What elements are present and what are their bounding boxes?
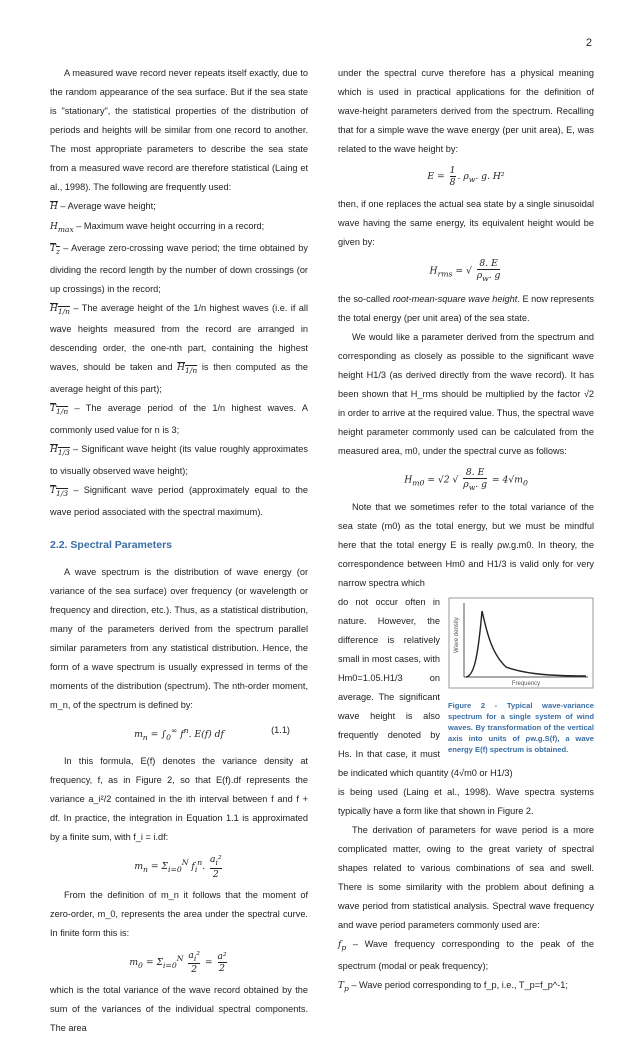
spectrum-plot (448, 597, 594, 689)
y-axis-label: Wave density (454, 617, 460, 654)
def-t1n: $T_{1/n}$ – The average period of the 1/n highest waves. A commonly used value for n is 3; (50, 403, 308, 435)
def-fp: $f_p$ – Wave frequency corresponding to the peak of the spectrum (modal or peak frequency); (338, 939, 594, 972)
equation-hm0: $H_{m0} = √2$ √ $\frac{8. E}{\rho_w. g}$ = $4√m_0$ (404, 466, 528, 492)
def-h13: $H_{1/3}$ – Significant wave height (its value roughly approximates to visually observed wave height); (50, 443, 308, 476)
laing-paragraph: is being used (Laing et al., 1998). Wave spectra systems typically have a form like that shown in Figure 2. (338, 787, 594, 817)
left-column (50, 64, 308, 1038)
def-avg-height: $\overline{H}$ – Average wave height; (50, 201, 156, 212)
figure-caption: Figure 2 - Typical wave-variance spectrum for a single system of wind waves. By transformation of the vertical axis into units of ρw.g.S(f), a wave energy E(f) spectrum is obtained. (448, 701, 594, 755)
rms-paragraph: the so-called root-mean-square wave height. E now represents the total energy (per unit area) of the sea state. (338, 293, 594, 323)
def-t13: $T_{1/3}$ – Significant wave period (approximately equal to the wave period associated with the spectral maximum). (50, 484, 308, 517)
right-column (338, 64, 594, 998)
equation-hrms: $H_{rms}$ = √ $\frac{8. E}{\rho_w. g}$ (429, 257, 501, 283)
equation-1-1: $m_n = \int_0^\infty$ $f^n$. E(f) df (1.1) (134, 724, 290, 742)
page-number: 2 (585, 37, 592, 49)
narrow-spectra-paragraph: do not occur often in nature. However, the difference is relatively small in most cases, with Hm0=1.05.H1/3 on average. The significant wave height is also frequently denoted by Hs. In that case, it must be indicated which quantity (4√m0 or H1/3) (338, 597, 513, 779)
formula-paragraph: In this formula, E(f) denotes the variance density at frequency, f, as in Figure 2, so that E(f).df represents the variance a_i²/2 contained in the ith interval between f and f + df. In practice, the integration in Equation 1.1 is approximated by a finite sum, with f_i = i.df: (50, 756, 308, 843)
x-axis-label: Frequency (511, 681, 541, 688)
intro-paragraph: A measured wave record never repeats itself exactly, due to the random appearance of the sea surface. But if the sea state is "stationary", the statistical properties of the distribution of periods and heights will be similar from one record to another. The most appropriate parameters to describe the sea state from a measured wave record are therefore statistical (Laing et al., 1998). The following are frequently used: (50, 68, 308, 192)
period-paragraph: The derivation of parameters for wave period is a more complicated matter, owing to the great variety of spectral shapes related to various combinations of sea and swell. There is some similarity with the problem about defining a wave period from statistical analysis. Spectral wave frequency and wave period parameters commonly used are: (338, 825, 594, 931)
total-energy-paragraph: Note that we sometimes refer to the total variance of the sea state (m0) as the total energy, but we must be mindful here that the total energy E is really ρw.g.m0. In theory, the correspondence between Hm0 and H1/3 is valid only for very narrow spectra which (338, 502, 594, 589)
spectral-curve-paragraph: under the spectral curve therefore has a physical meaning which is used in practical applications for the definition of wave-height parameters derived from the spectrum. Recalling that for a simple wave the wave energy (per unit area), E, was related to the wave height by: (338, 68, 594, 154)
equation-m0: $m_0 = \Sigma_{i=0}^N$ $\frac{a_i^2}{2}$ = $\frac{\text{a²}}{2}$ (129, 949, 227, 976)
figure-2 (448, 597, 594, 755)
significant-height-paragraph: We would like a parameter derived from the spectrum and corresponding as closely as possible to the significant wave height H1/3 (as derived directly from the wave record). It has been shown that H_rms should be multiplied by the factor √2 in order to arrive at the required value. Thus, the spectral wave height parameter commonly used can be calculated from the measured area, m0, under the spectral curve as follows: (338, 331, 594, 456)
equation-finite-sum: $m_n = \Sigma_{i=0}^N$ $f_i^n$. $\frac{a_i^2}{2}$ (134, 854, 222, 880)
def-h1n: $H_{1/n}$ – The average height of the 1/n highest waves (i.e. if all wave heights measured from the record are arranged in descending order, the one-nth part, containing the highest waves, should be taken and $H_{1/n}$ is then computed as the average height of this part); (50, 302, 308, 395)
def-tp: $T_p$ – Wave period corresponding to f_p, i.e., T_p=f_p^-1; (338, 980, 568, 994)
def-zero-crossing: $T_z$ – Average zero-crossing wave period; the time obtained by dividing the record length by the number of down crossings (or up crossings) in the record; (50, 242, 308, 294)
equation-energy: E = $\frac{1}{8}$ . $\rho_w$. g. H² (427, 165, 505, 188)
total-variance-paragraph: which is the total variance of the wave record obtained by the sum of the variances of the individual spectral components. The area (50, 985, 308, 1034)
section-heading: 2.2. Spectral Parameters (50, 538, 172, 551)
spectrum-paragraph: A wave spectrum is the distribution of wave energy (or variance of the sea surface) over frequency (or wavelength or frequency and direction, etc.). Thus, as a statistical distribution, many of the parameters derived from the spectrum parallel similar parameters from any statistical distribution. Hence, the form of a wave spectrum is usually expressed in terms of the moments of the distribution (spectrum). The nth-order moment, m_n, of the spectrum is defined by: (50, 566, 308, 710)
def-max-height: $H_{max}$ – Maximum wave height occurring in a record; (50, 221, 265, 234)
zero-order-paragraph: From the definition of m_n it follows that the moment of zero-order, m_0, represents the area under the spectral curve. In finite form this is: (50, 889, 308, 938)
sinusoidal-paragraph: then, if one replaces the actual sea state by a single sinusoidal wave having the same energy, its equivalent height would be given by: (338, 198, 594, 247)
